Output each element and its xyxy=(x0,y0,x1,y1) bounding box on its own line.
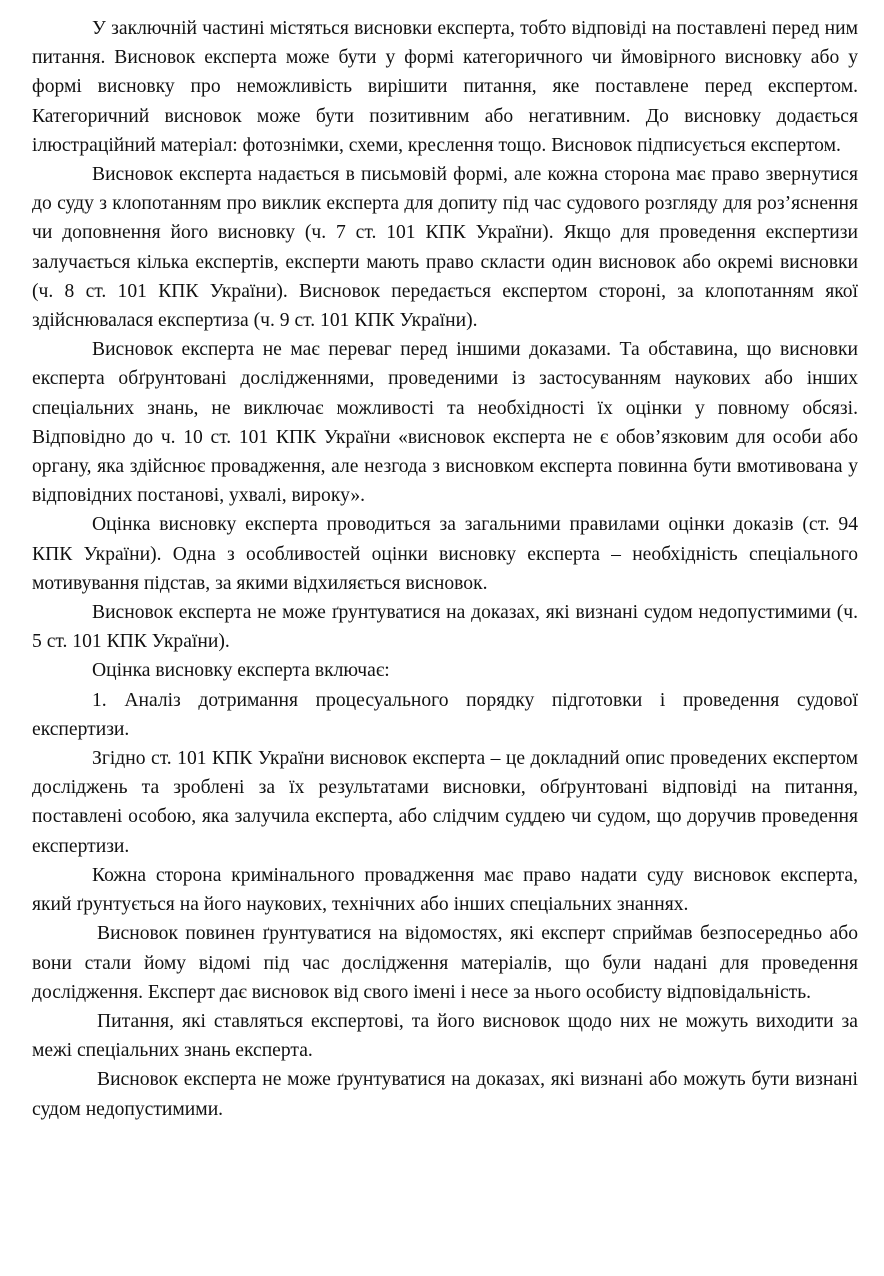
paragraph-basis-of-conclusion: Висновок повинен ґрунтуватися на відомостях, які експерт сприймав безпосередньо або вони стали йому відомі під час дослідження матеріалів, що були надані для проведення дослідження. Експерт дає висновок від свого імені і несе за нього особисту відповідальність. xyxy=(32,923,858,1003)
paragraph-no-advantage: Висновок експерта не має переваг перед іншими доказами. Та обставина, що висновки експерта обґрунтовані дослідженнями, проведеними із застосуванням наукових або інших спеціальних знань, не виключає можливості та необхідності їх оцінки у повному обсязі. Відповідно до ч. 10 ст. 101 КПК України «висновок експерта не є обов’язковим для особи або органу, яка здійснює провадження, але незгода з висновком експерта повинна бути вмотивована у відповідних постанові, ухвалі, вироку». xyxy=(32,339,858,507)
paragraph-inadmissible-evidence: Висновок експерта не може ґрунтуватися на доказах, які визнані судом недопустимими (ч. 5 ст. 101 КПК України). xyxy=(32,602,858,653)
document-page xyxy=(32,14,858,1124)
paragraph-article-101: Згідно ст. 101 КПК України висновок експерта – це докладний опис проведених експертом досліджень та зроблені за їх результатами висновки, обґрунтовані відповіді на питання, поставлені особою, яка залучила експерта, або слідчим суддею чи судом, що доручив проведення експертизи. xyxy=(32,748,858,857)
paragraph-evaluation-rules: Оцінка висновку експерта проводиться за загальними правилами оцінки доказів (ст. 94 КПК України). Одна з особливостей оцінки висновку експерта – необхідність спеціального мотивування підстав, за якими відхиляється висновок. xyxy=(32,514,858,594)
paragraph-list-item-1: 1. Аналіз дотримання процесуального порядку підготовки і проведення судової експертизи. xyxy=(32,689,858,740)
paragraph-written-form: Висновок експерта надається в письмовій формі, але кожна сторона має право звернутися до суду з клопотанням про виклик експерта для допиту під час судового розгляду для роз’яснення чи доповнення його висновку (ч. 7 ст. 101 КПК України). Якщо для проведення експертизи залучається кілька експертів, експерти мають право скласти один висновок або окремі висновки (ч. 8 ст. 101 КПК України). Висновок передається експертом стороні, за клопотанням якої здійснювалася експертиза (ч. 9 ст. 101 КПК України). xyxy=(32,164,858,332)
paragraph-evaluation-includes: Оцінка висновку експерта включає: xyxy=(92,660,390,682)
paragraph-conclusion-part: У заключній частині містяться висновки експерта, тобто відповіді на поставлені перед ним питання. Висновок експерта може бути у формі категоричного чи ймовірного висновку або у формі висновку про неможливість вирішити питання, яке поставлене перед експертом. Категоричний висновок може бути позитивним або негативним. До висновку додається ілюстраційний матеріал: фотознімки, схеми, креслення тощо. Висновок підписується експертом. xyxy=(32,18,858,156)
paragraph-final-inadmissible: Висновок експерта не може ґрунтуватися на доказах, які визнані або можуть бути визнані судом недопустимими. xyxy=(32,1069,858,1120)
paragraph-questions-scope: Питання, які ставляться експертові, та його висновок щодо них не можуть виходити за межі спеціальних знань експерта. xyxy=(32,1010,858,1062)
paragraph-party-rights: Кожна сторона кримінального провадження має право надати суду висновок експерта, який ґрунтується на його наукових, технічних або інших спеціальних знаннях. xyxy=(32,864,858,916)
